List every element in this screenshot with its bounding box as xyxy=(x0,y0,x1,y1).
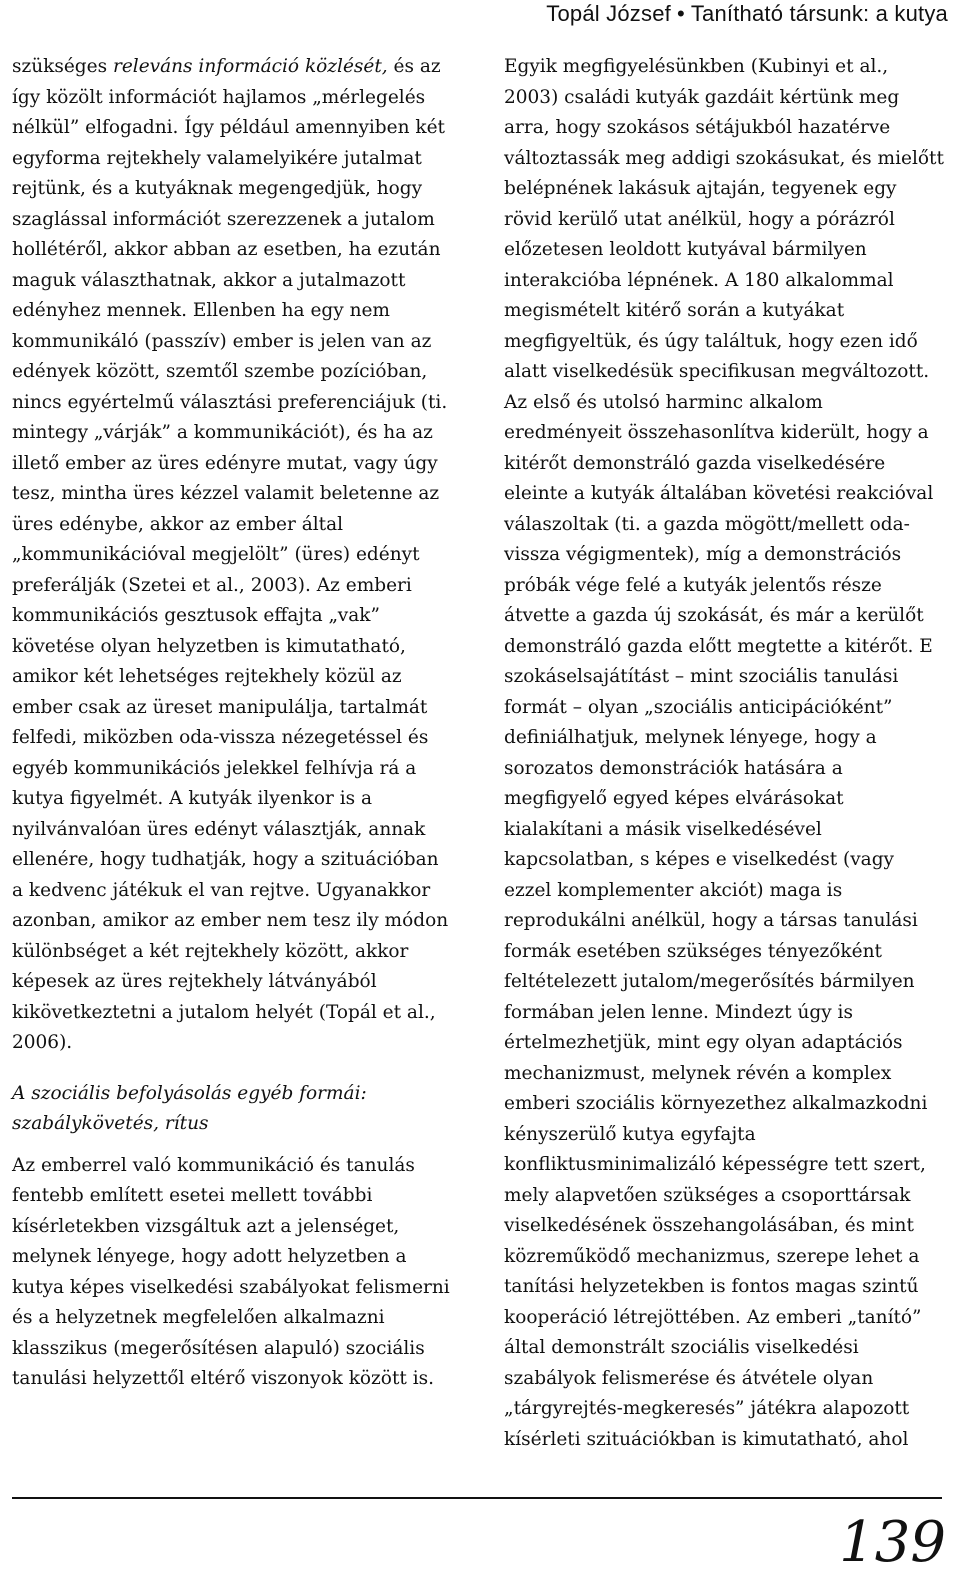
page-number: 139 xyxy=(839,1510,946,1575)
left-paragraph-2: Az emberrel való kommunikáció és tanulás fentebb említett esetei mellett további kísérletekben vizsgáltuk azt a jelenséget, melynek lényege, hogy adott helyzetben a kutya képes viselkedési szabályokat felismerni és a helyzetnek megfelelően alkalmazni klasszikus (megerősítésen alapuló) szociális tanulási helyzettől eltérő viszonyok között is. xyxy=(12,1154,450,1389)
left-paragraph-1-emphasis: releváns információ közlését, xyxy=(112,56,388,77)
left-paragraph-1 xyxy=(12,52,452,1059)
left-column xyxy=(12,52,452,1395)
running-header xyxy=(546,0,948,40)
left-paragraph-1-body: és az így közölt információt hajlamos „mérlegelés nélkül” elfogadni. Így például amennyiben két egyforma rejtekhely valamelyikére jutalmat rejtünk, és a kutyáknak megengedjük, hogy szaglással információt szerezzenek a jutalom hollétéről, akkor abban az esetben, ha ezután maguk választhatnak, akkor a jutalmazott edényhez mennek. Ellenben ha egy nem kommunikáló (passzív) ember is jelen van az edények között, szemtől szembe pozícióban, nincs egyértelmű választási preferenciájuk (ti. mintegy „várják” a kommunikációt), és ha az illető ember az üres edényre mutat, vagy úgy tesz, mintha üres kézzel valamit beletenne az üres edénybe, akkor az ember által „kommunikációval megjelölt” (üres) edényt preferálják (Szetei et al., 2003). Az emberi kommunikációs gesztusok effajta „vak” követése olyan helyzetben is kimutatható, amikor két lehetséges rejtekhely közül az ember csak az üreset manipulálja, tartalmát felfedi, miközben oda-vissza nézegetéssel és egyéb kommunikációs jelekkel felhívja rá a kutya figyelmét. A kutyák ilyenkor is a nyilvánvalóan üres edényt választják, annak ellenére, hogy tudhatják, hogy a szituációban a kedvenc játékuk el van rejtve. Ugyanakkor azonban, amikor az ember nem tesz ily módon különbséget a két rejtekhely között, akkor képesek az üres rejtekhely látványából kikövetkeztetni a jutalom helyét (Topál et al., 2006). xyxy=(12,56,449,1053)
right-column xyxy=(504,52,944,1455)
section-heading: A szociális befolyásolás egyéb formái: szabálykövetés, rítus xyxy=(12,1082,367,1134)
right-paragraph-1: Egyik megfigyelésünkben (Kubinyi et al., 2003) családi kutyák gazdáit kértünk meg arra, hogy szokásos sétájukból hazatérve változtassák meg addigi szokásukat, és mielőtt belépnének lakásuk ajtaján, tegyenek egy rövid kerülő utat anélkül, hogy a pórázról előzetesen leoldott kutyával bármilyen interakcióba lépnének. A 180 alkalommal megismételt kitérő során a kutyákat megfigyeltük, és úgy találtuk, hogy ezen idő alatt viselkedésük specifikusan megváltozott. Az első és utolsó harminc alkalom eredményeit összehasonlítva kiderült, hogy a kitérőt demonstráló gazda viselkedésére eleinte a kutyák általában követési reakcióval válaszoltak (ti. a gazda mögött/mellett oda-vissza végigmentek), míg a demonstrációs próbák vége felé a kutyák jelentős része átvette a gazda új szokását, és már a kerülőt demonstráló gazda előtt megtette a kitérőt. E szokáselsajátítást – mint szociális tanulási formát – olyan „szociális anticipációként” definiálhatjuk, melynek lényege, hogy a sorozatos demonstrációk hatására a megfigyelő egyed képes elvárásokat kialakítani a másik viselkedésével kapcsolatban, s képes e viselkedést (vagy ezzel komplementer akciót) maga is reprodukálni anélkül, hogy a társas tanulási formák esetében szükséges tényezőként feltételezett jutalom/megerősítés bármilyen formában jelen lenne. Mindezt úgy is értelmezhetjük, mint egy olyan adaptációs mechanizmust, melynek révén a komplex emberi szociális környezethez alkalmazkodni kényszerülő kutya egyfajta konfliktusminimalizáló képességre tett szert, mely alapvetően szükséges a csoporttársak viselkedésének összehangolásában, és mint közreműködő mechanizmus, szerepe lehet a tanítási helyzetekben is fontos magas szintű kooperáció létrejöttében. Az emberi „tanító” által demonstrált szociális viselkedési szabályok felismerése és átvétele olyan „tárgyrejtés-megkeresés” játékra alapozott kísérleti szituációkban is kimutatható, ahol xyxy=(504,56,944,1450)
header-separator: • xyxy=(676,1,685,26)
footer-divider xyxy=(12,1497,942,1499)
header-title: Tanítható társunk: a kutya xyxy=(690,1,948,26)
header-author: Topál József xyxy=(546,1,671,26)
left-paragraph-1-lead: szükséges xyxy=(12,56,113,77)
